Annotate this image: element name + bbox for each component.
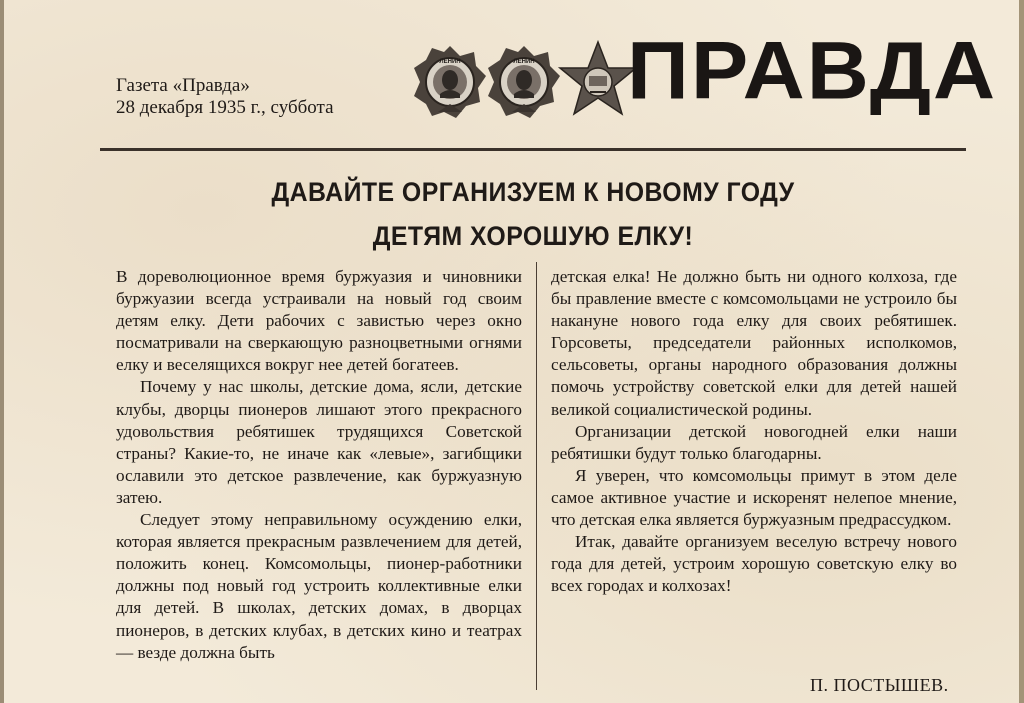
svg-text:ЛЕНИН: ЛЕНИН xyxy=(439,59,461,65)
column-divider xyxy=(536,262,537,690)
headline-line-2: ДЕТЯМ ХОРОШУЮ ЕЛКУ! xyxy=(372,221,694,251)
date-line: 28 декабря 1935 г., суббота xyxy=(116,97,334,118)
lenin-order-icon xyxy=(488,46,560,118)
paragraph: В дореволюционное время буржуазия и чиновники буржуазии всегда устраивали на новый год своим детям елку. Дети рабочих с завистью через окно посматривали на сверкающую разноцветными огнями елку и веселящихся вокруг нее детей богатеев. xyxy=(116,267,522,375)
masthead-divider xyxy=(100,148,966,151)
article-headline xyxy=(135,170,932,258)
paragraph: Следует этому неправильному осуждению елки, которая является прекрасным развлечением для детей, положить конец. Комсомольцы, пионер-работники должны под новый год устроить коллективные елки для детей. В школах, детских домах, в дворцах пионеров, в детских клубах, в детских кино и театрах — везде должна быть xyxy=(116,510,522,662)
red-star-order-icon xyxy=(560,42,636,114)
article-column-left xyxy=(116,266,522,664)
page-edge-left xyxy=(0,0,4,703)
paragraph: детская елка! Не должно быть ни одного колхоза, где бы правление вместе с комсомольцами не устроило бы накануне нового года елку для своих ребятишек. Горсоветы, председатели районных исполкомов, сельсоветы, органы народного образования должны помочь устройству советской елки для детей нашей великой социалистической родины. xyxy=(551,267,957,419)
headline-line-1: ДАВАЙТЕ ОРГАНИЗУЕМ К НОВОМУ ГОДУ xyxy=(271,177,795,207)
author-signature: П. ПОСТЫШЕВ. xyxy=(810,675,949,695)
paragraph: Я уверен, что комсомольцы примут в этом деле самое активное участие и искоренят нелепое мнение, что детская елка является буржуазным предрассудком. xyxy=(551,465,957,530)
paragraph: Организации детской новогодней елки наши ребятишки будут только благодарны. xyxy=(551,421,957,463)
article-column-right xyxy=(551,266,957,597)
order-emblems xyxy=(412,38,636,126)
paper-name-line: Газета «Правда» xyxy=(116,75,250,96)
paragraph: Почему у нас школы, детские дома, ясли, детские клубы, дворцы пионеров лишают этого прекрасного удовольствия ребятишек трудящихся Советской страны? Какие-то, не иначе как «левые», загибщики ославили это детское развлечение, как буржуазную затею. xyxy=(116,377,522,507)
svg-text:ЛЕНИН: ЛЕНИН xyxy=(513,59,535,65)
page-edge-right xyxy=(1019,0,1024,703)
paragraph: Итак, давайте организуем веселую встречу нового года для детей, устроим хорошую советскую елку во всех городах и колхозах! xyxy=(551,532,957,596)
lenin-order-icon xyxy=(414,46,486,118)
newspaper-title: ПРАВДА xyxy=(627,25,998,117)
masthead-info xyxy=(116,75,334,119)
